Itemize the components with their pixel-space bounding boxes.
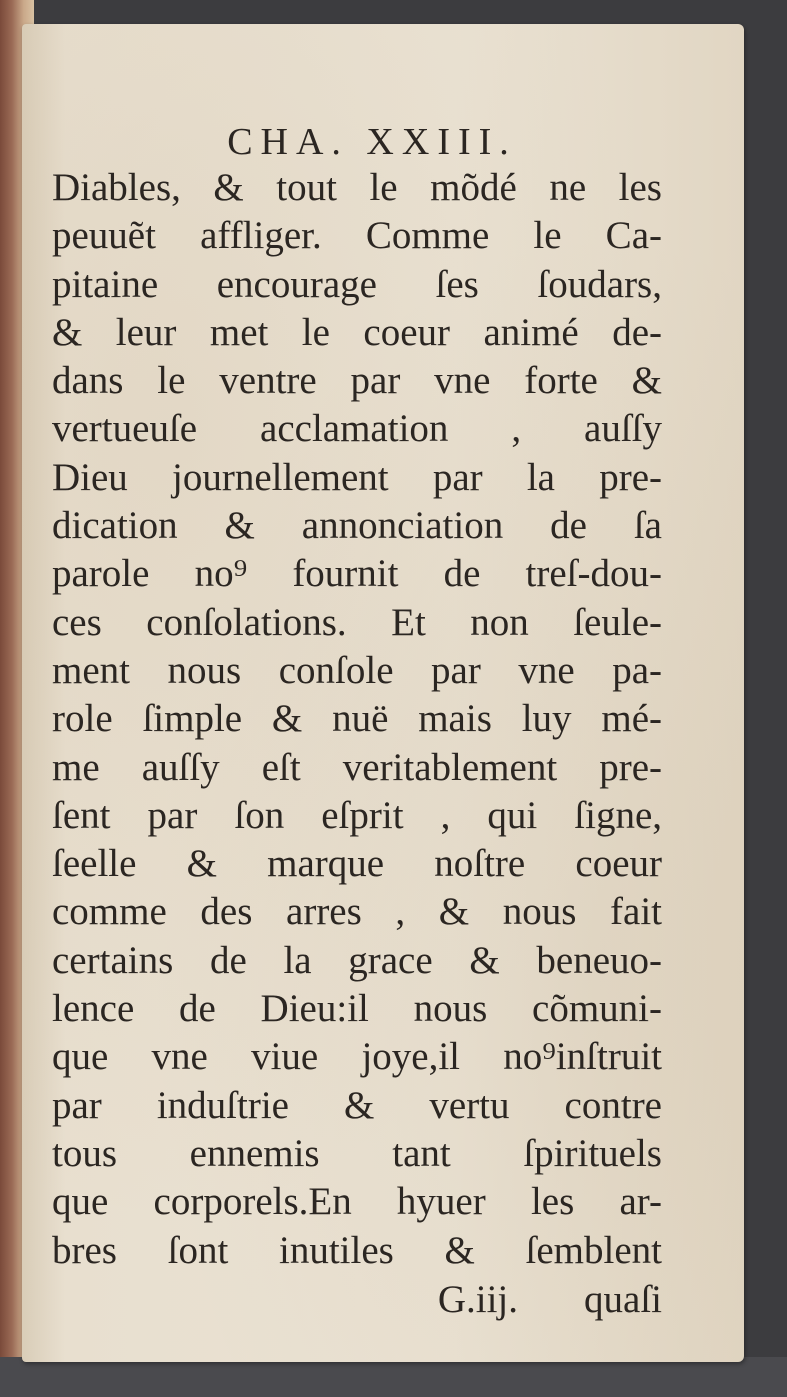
text-line: ment nous conſole par vne pa-: [52, 648, 662, 692]
text-line: role ſimple & nuë mais luy mé-: [52, 697, 662, 741]
text-line: certains de la grace & beneuo-: [52, 938, 662, 982]
text-line: Dieu journellement par la pre-: [52, 455, 662, 499]
catchword: quaſi: [584, 1277, 662, 1321]
text-line: tous ennemis tant ſpirituels: [52, 1131, 662, 1175]
text-line: vertueuſe acclamation , auſſy: [52, 407, 662, 451]
text-line: que vne viue joye,il no⁹inſtruit: [52, 1035, 662, 1079]
text-line: Diables, & tout le mõdé ne les: [52, 166, 662, 209]
text-line: ſent par ſon eſprit , qui ſigne,: [52, 793, 662, 837]
text-line: lence de Dieu:il nous cõmuni-: [52, 987, 662, 1031]
page-footer: [52, 1275, 662, 1325]
text-line: & leur met le coeur animé de-: [52, 310, 662, 354]
book-page: [22, 24, 744, 1362]
running-head: CHA. XXIII.: [227, 121, 517, 163]
text-line: ſeelle & marque noſtre coeur: [52, 842, 662, 886]
text-line: comme des arres , & nous fait: [52, 890, 662, 934]
text-block: [52, 120, 662, 1325]
text-line: pitaine encourage ſes ſoudars,: [52, 262, 662, 306]
background-surface: [0, 1357, 787, 1397]
text-line: dication & annonciation de ſa: [52, 504, 662, 548]
text-line: dans le ventre par vne forte &: [52, 359, 662, 403]
text-line: que corporels.En hyuer les ar-: [52, 1180, 662, 1224]
text-line: me auſſy eſt veritablement pre-: [52, 745, 662, 789]
text-line: par induſtrie & vertu contre: [52, 1083, 662, 1127]
text-line: peuuẽt affliger. Comme le Ca-: [52, 214, 662, 258]
text-line: bres ſont inutiles & ſemblent: [52, 1228, 662, 1272]
signature-mark: G.iij.: [437, 1277, 519, 1321]
text-line: ces conſolations. Et non ſeule-: [52, 600, 662, 644]
text-line: parole no⁹ fournit de treſ-dou-: [52, 552, 662, 596]
